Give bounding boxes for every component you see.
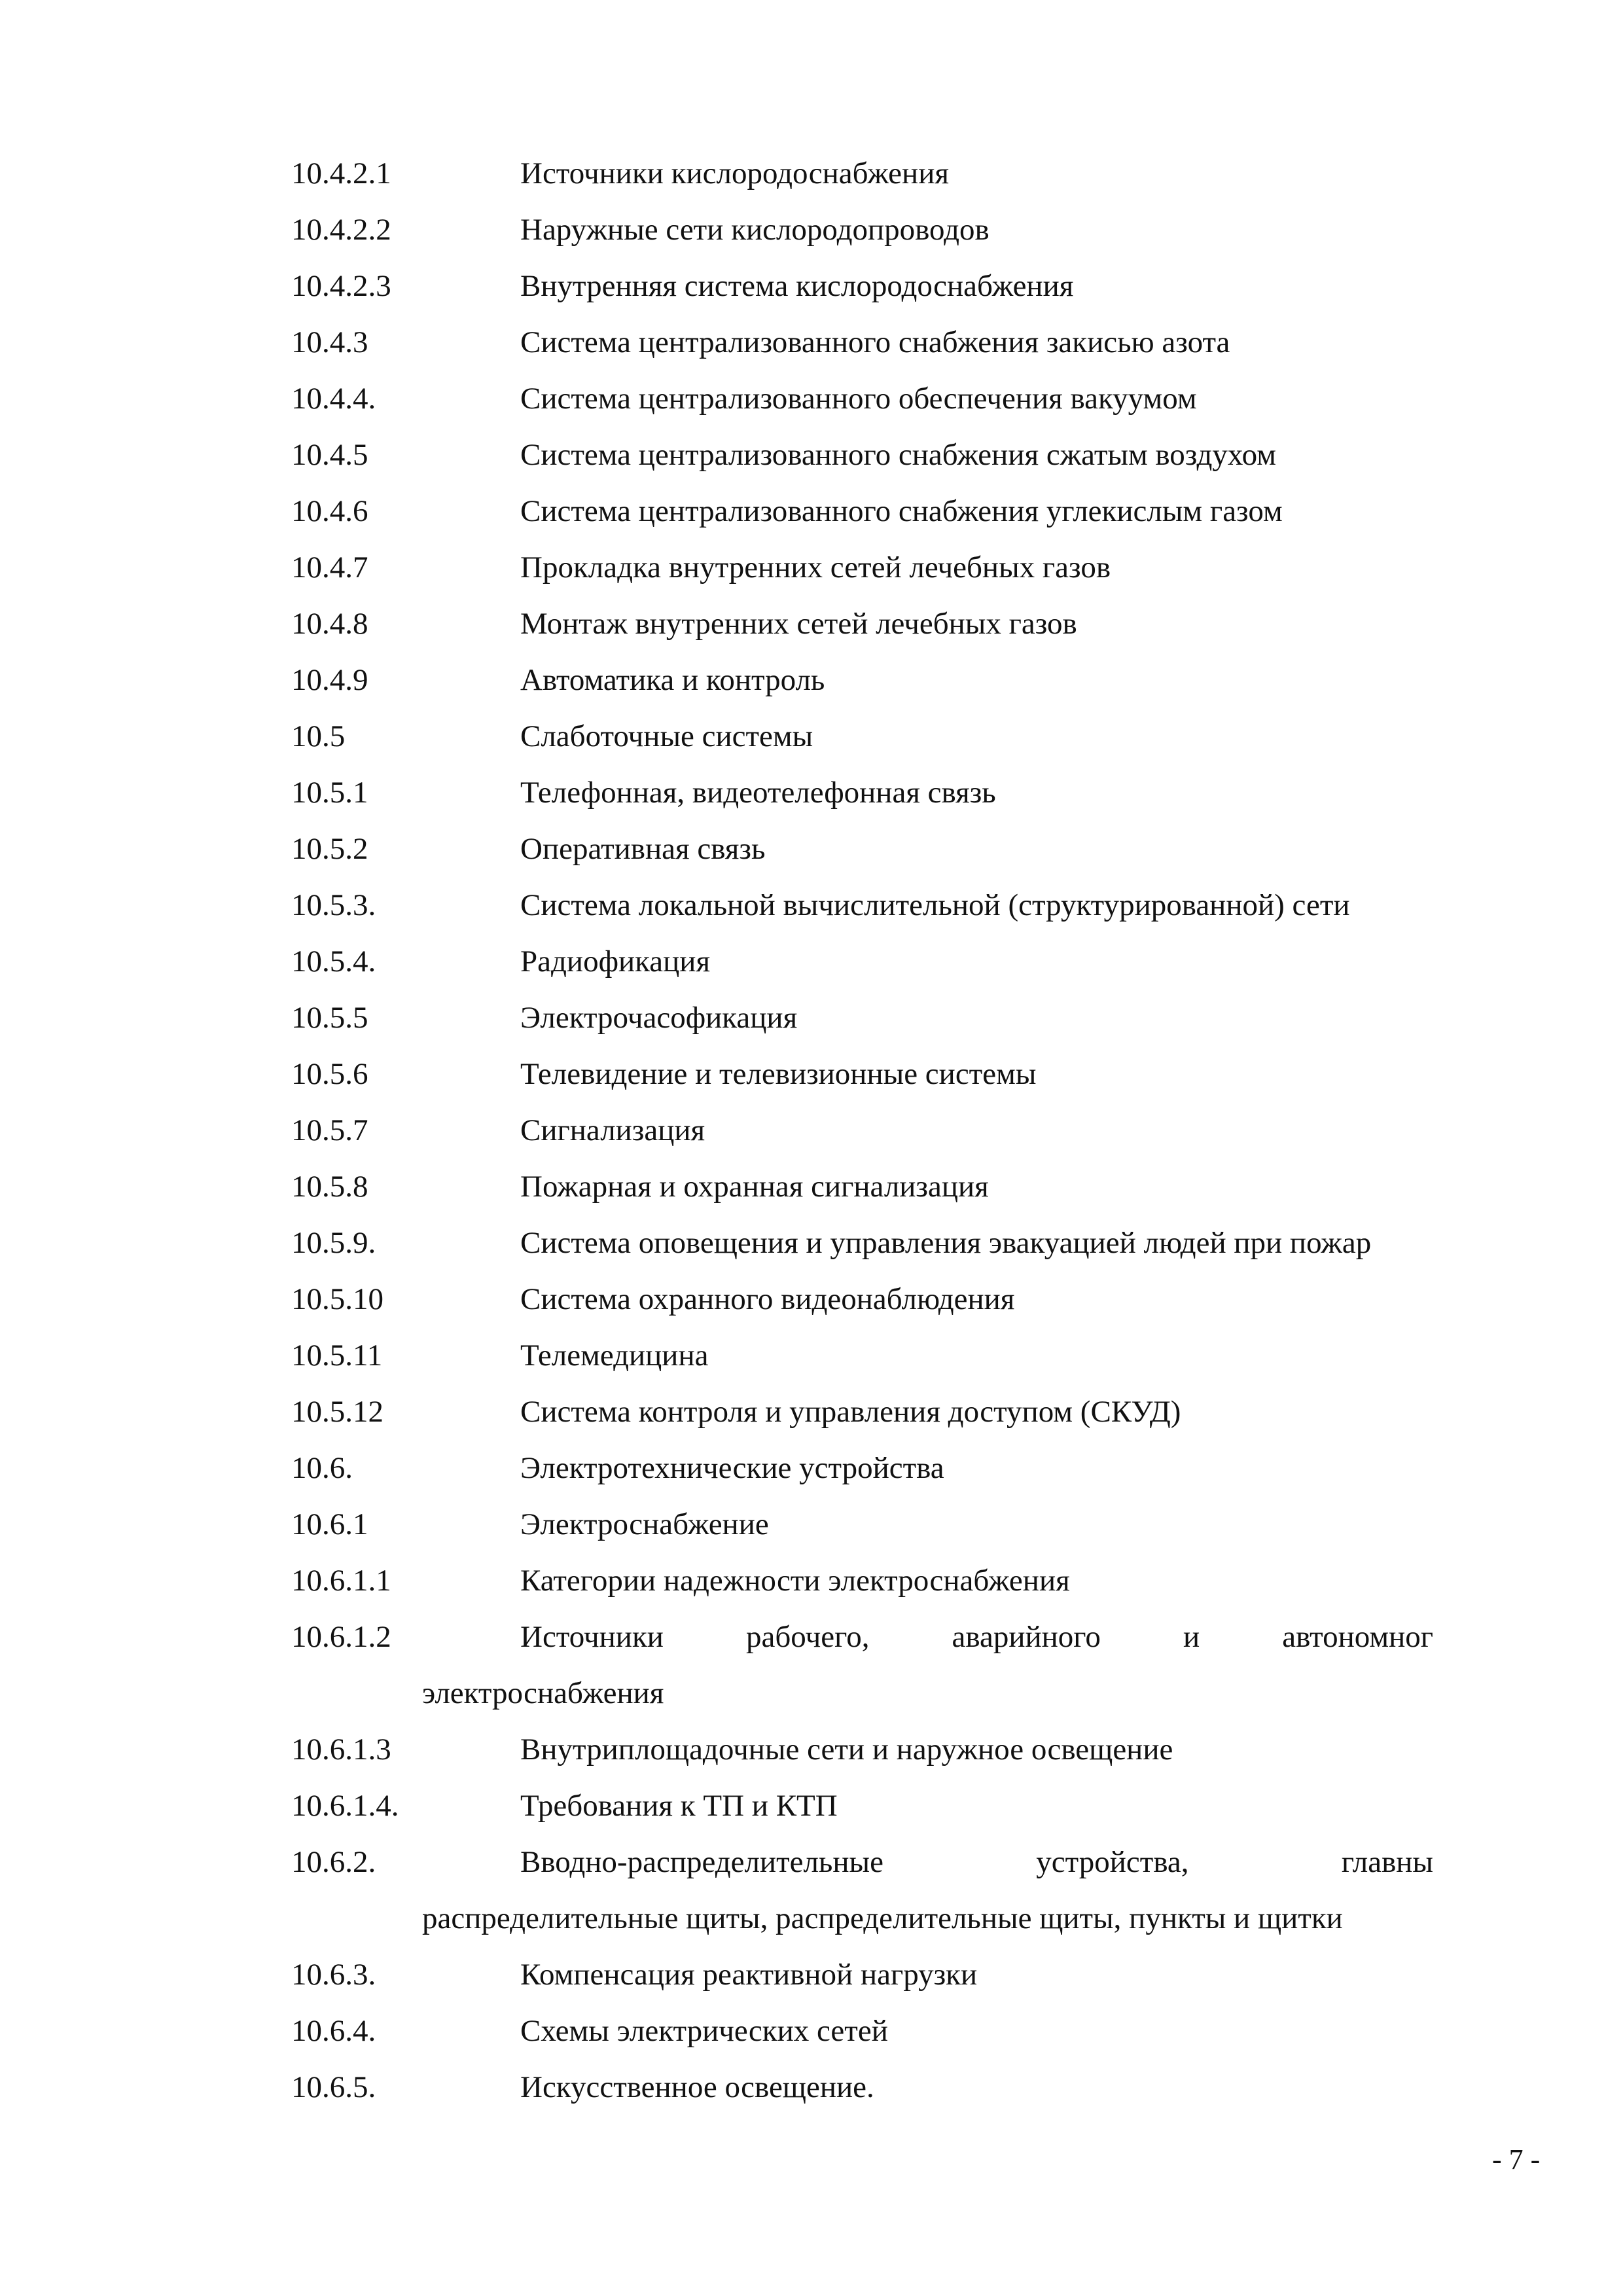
toc-entry-number: 10.6. bbox=[291, 1451, 353, 1485]
toc-entry bbox=[0, 2059, 1623, 2115]
toc-entry bbox=[0, 990, 1623, 1046]
toc-entry bbox=[0, 708, 1623, 764]
toc-entry-number: 10.6.1.1 bbox=[291, 1564, 391, 1598]
toc-entry-title: Требования к ТП и КТП bbox=[520, 1789, 838, 1823]
toc-entry bbox=[0, 1440, 1623, 1496]
toc-entry-title: Источники рабочего, аварийного и автономног bbox=[520, 1620, 1433, 1654]
toc-entry-number: 10.6.1.2 bbox=[291, 1620, 391, 1654]
toc-entry-number: 10.6.1 bbox=[291, 1507, 368, 1541]
toc-entry bbox=[0, 258, 1623, 314]
toc-entry-title: Монтаж внутренних сетей лечебных газов bbox=[520, 607, 1077, 641]
toc-entry-number: 10.6.2. bbox=[291, 1845, 376, 1879]
toc-entry bbox=[0, 1609, 1623, 1710]
toc-entry-title: Внутренняя система кислородоснабжения bbox=[520, 269, 1074, 303]
toc-entry bbox=[0, 1327, 1623, 1384]
toc-entry-title: Система централизованного снабжения сжатым воздухом bbox=[520, 438, 1276, 472]
toc-entry-title: Электроснабжение bbox=[520, 1507, 769, 1541]
toc-entry bbox=[0, 596, 1623, 652]
toc-entry bbox=[0, 1834, 1623, 1935]
toc-entry-number: 10.5.10 bbox=[291, 1282, 383, 1316]
toc-entry bbox=[0, 1496, 1623, 1552]
toc-entry bbox=[0, 2003, 1623, 2059]
toc-entry-number: 10.5.11 bbox=[291, 1338, 383, 1372]
toc-entry-title: Категории надежности электроснабжения bbox=[520, 1564, 1070, 1598]
toc-entry-title: Оперативная связь bbox=[520, 832, 766, 866]
toc-entry-number: 10.4.4. bbox=[291, 382, 376, 416]
toc-entry bbox=[0, 1271, 1623, 1327]
toc-entry bbox=[0, 1384, 1623, 1440]
toc-entry bbox=[0, 1046, 1623, 1102]
toc-entry-title: Система централизованного снабжения закисью азота bbox=[520, 325, 1230, 359]
toc-entry-number: 10.4.7 bbox=[291, 550, 368, 584]
toc-entry-title: Телефонная, видеотелефонная связь bbox=[520, 776, 996, 810]
toc-entry bbox=[0, 652, 1623, 708]
toc-entry-number: 10.5.8 bbox=[291, 1170, 368, 1204]
toc-entry-number: 10.4.8 bbox=[291, 607, 368, 641]
toc-entry-title: Прокладка внутренних сетей лечебных газов bbox=[520, 550, 1111, 584]
toc-entry bbox=[0, 1552, 1623, 1609]
toc-entry-title: Пожарная и охранная сигнализация bbox=[520, 1170, 989, 1204]
toc-entry bbox=[0, 821, 1623, 877]
toc-entry-title: Система централизованного обеспечения вакуумом bbox=[520, 382, 1197, 416]
toc-entry-title: Телемедицина bbox=[520, 1338, 709, 1372]
toc-entry-number: 10.5.2 bbox=[291, 832, 368, 866]
toc-entry-title: Наружные сети кислородопроводов bbox=[520, 213, 990, 247]
toc-entry-number: 10.4.2.1 bbox=[291, 156, 391, 190]
toc-entry bbox=[0, 145, 1623, 202]
toc-entry-number: 10.5.6 bbox=[291, 1057, 368, 1091]
toc-entry-number: 10.5.3. bbox=[291, 888, 376, 922]
toc-entry-number: 10.4.5 bbox=[291, 438, 368, 472]
toc-entry-title: Вводно-распределительные устройства, главны bbox=[520, 1845, 1433, 1879]
toc-entry bbox=[0, 1778, 1623, 1834]
toc-entry-number: 10.5.7 bbox=[291, 1113, 368, 1147]
toc-entry-number: 10.4.6 bbox=[291, 494, 368, 528]
toc-entry bbox=[0, 314, 1623, 370]
toc-entry-title: Электротехнические устройства bbox=[520, 1451, 944, 1485]
toc-entry-number: 10.6.5. bbox=[291, 2070, 376, 2104]
toc-entry-title: Автоматика и контроль bbox=[520, 663, 825, 697]
toc-entry-number: 10.5 bbox=[291, 719, 346, 753]
toc-entry-number: 10.6.1.3 bbox=[291, 1732, 391, 1767]
toc-entry bbox=[0, 539, 1623, 596]
toc-entry-title: Система охранного видеонаблюдения bbox=[520, 1282, 1015, 1316]
toc-entry-title: Схемы электрических сетей bbox=[520, 2014, 888, 2048]
toc-entry bbox=[0, 370, 1623, 427]
toc-entry bbox=[0, 1102, 1623, 1158]
toc-entry-number: 10.4.3 bbox=[291, 325, 368, 359]
toc-entry bbox=[0, 1158, 1623, 1215]
toc-entry-number: 10.4.9 bbox=[291, 663, 368, 697]
toc-entry bbox=[0, 427, 1623, 483]
toc-entry-number: 10.5.5 bbox=[291, 1001, 368, 1035]
toc-entry-title: Сигнализация bbox=[520, 1113, 705, 1147]
toc-entry-number: 10.5.9. bbox=[291, 1226, 376, 1260]
toc-entry-number: 10.4.2.2 bbox=[291, 213, 391, 247]
page-number: - 7 - bbox=[1492, 2144, 1541, 2176]
toc-entry bbox=[0, 933, 1623, 990]
toc-entry-title-continuation: электроснабжения bbox=[422, 1676, 664, 1710]
toc-entry-title: Система локальной вычислительной (структурированной) сети bbox=[520, 888, 1350, 922]
toc-entry-title-continuation: распределительные щиты, распределительные щиты, пункты и щитки bbox=[422, 1901, 1343, 1935]
toc-entry-title: Система централизованного снабжения углекислым газом bbox=[520, 494, 1283, 528]
toc-entry-number: 10.5.4. bbox=[291, 944, 376, 978]
toc-entry-number: 10.6.4. bbox=[291, 2014, 376, 2048]
toc-entry-title: Слаботочные системы bbox=[520, 719, 813, 753]
toc-entry bbox=[0, 483, 1623, 539]
toc-entry-title: Радиофикация bbox=[520, 944, 711, 978]
toc-entry bbox=[0, 1721, 1623, 1778]
toc-entry bbox=[0, 764, 1623, 821]
toc-entry-title: Система оповещения и управления эвакуацией людей при пожар bbox=[520, 1226, 1372, 1260]
toc-entry-number: 10.6.1.4. bbox=[291, 1789, 399, 1823]
toc-entry-title: Внутриплощадочные сети и наружное освещение bbox=[520, 1732, 1173, 1767]
toc-entry-number: 10.4.2.3 bbox=[291, 269, 391, 303]
toc-entry-title: Источники кислородоснабжения bbox=[520, 156, 949, 190]
toc-entry-title: Электрочасофикация bbox=[520, 1001, 798, 1035]
toc-entry bbox=[0, 1946, 1623, 2003]
toc-entry-title: Компенсация реактивной нагрузки bbox=[520, 1958, 978, 1992]
toc-entry bbox=[0, 202, 1623, 258]
toc-entry bbox=[0, 877, 1623, 933]
toc-entry-number: 10.6.3. bbox=[291, 1958, 376, 1992]
toc-entry-title: Система контроля и управления доступом (СКУД) bbox=[520, 1395, 1181, 1429]
toc-entry-number: 10.5.1 bbox=[291, 776, 368, 810]
toc-entry bbox=[0, 1215, 1623, 1271]
toc-entry-title: Телевидение и телевизионные системы bbox=[520, 1057, 1037, 1091]
toc-entry-number: 10.5.12 bbox=[291, 1395, 383, 1429]
toc-entry-title: Искусственное освещение. bbox=[520, 2070, 874, 2104]
